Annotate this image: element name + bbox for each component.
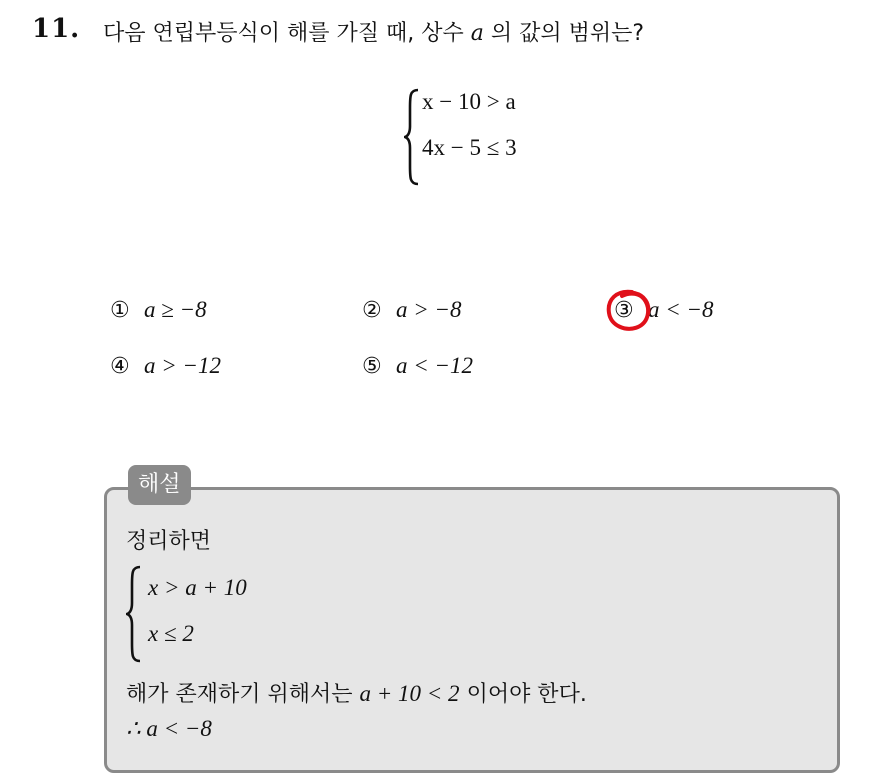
question-text [103, 16, 644, 47]
choice-expression: a < −8 [648, 297, 714, 322]
explanation-line-2 [126, 677, 587, 708]
choice-expression: a ≥ −8 [144, 297, 207, 322]
choice-1[interactable] [110, 297, 207, 323]
choice-expression: a < −12 [396, 353, 474, 378]
explanation-system-line-2: x ≤ 2 [148, 621, 194, 646]
choice-number: ② [362, 298, 382, 323]
left-brace-icon [404, 88, 420, 186]
question-text-before: 다음 연립부등식이 해를 가질 때, 상수 [103, 21, 464, 46]
choice-expression: a > −12 [144, 353, 222, 378]
choice-number: ⑤ [362, 354, 382, 379]
system-line-1: x − 10 > a [422, 89, 516, 114]
explanation-tag: 해설 [128, 465, 191, 505]
question-number: 11. [32, 14, 81, 44]
system-line-2: 4x − 5 ≤ 3 [422, 135, 517, 160]
inequality-system [404, 88, 584, 188]
choice-2[interactable] [362, 297, 462, 323]
choice-4[interactable] [110, 353, 221, 379]
explanation-system-line-1: x > a + 10 [148, 575, 247, 600]
explanation-system [126, 565, 326, 665]
explanation-line-1: 정리하면 [126, 529, 212, 554]
explanation-line-2-text: 해가 존재하기 위해서는 [126, 682, 353, 707]
choice-number: ① [110, 298, 130, 323]
explanation-line-2-end: 이어야 한다. [466, 682, 587, 707]
question-variable: a [470, 21, 484, 46]
choice-5[interactable] [362, 353, 473, 379]
left-brace-icon [126, 565, 142, 663]
choice-number: ③ [614, 298, 634, 323]
answer-circle-mark-icon [604, 288, 654, 334]
question-text-after: 의 값의 범위는? [490, 21, 645, 46]
explanation-conclusion: ∴ a < −8 [126, 716, 212, 741]
explanation-line-2-math: a + 10 < 2 [359, 681, 460, 706]
choice-expression: a > −8 [396, 297, 462, 322]
choice-number: ④ [110, 354, 130, 379]
